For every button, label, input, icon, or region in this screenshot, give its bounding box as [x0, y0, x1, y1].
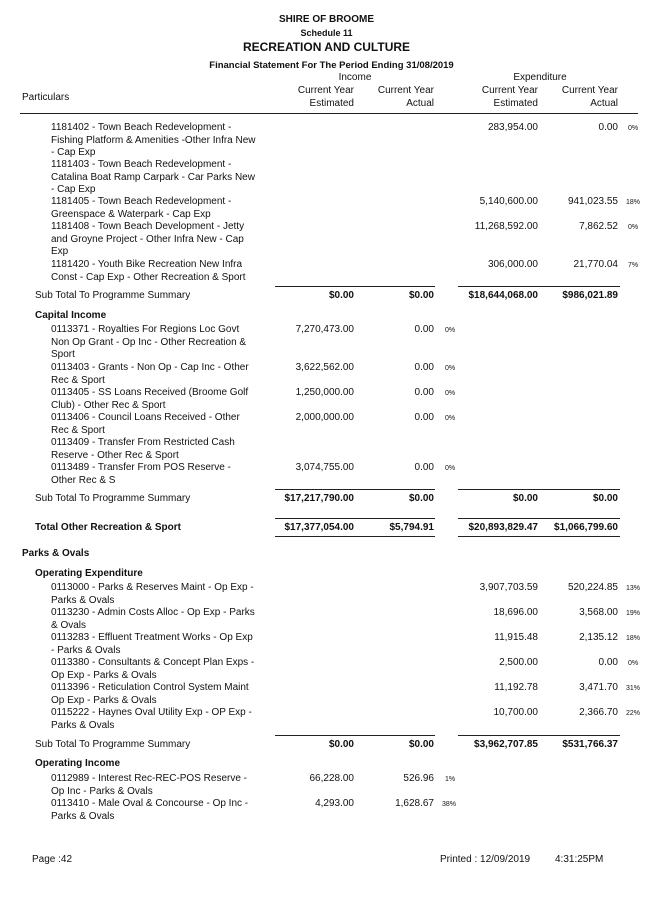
- exp-actual: 520,224.85: [567, 582, 618, 593]
- header-divider: [20, 113, 638, 114]
- total-rule: [458, 518, 620, 519]
- inc-actual: 0.00: [414, 412, 434, 423]
- total-exp-act: $1,066,799.60: [554, 522, 618, 533]
- exp-est-header-2: Estimated: [493, 98, 538, 109]
- exp-act-header-1: Current Year: [561, 85, 618, 96]
- exp-percent: 18%: [626, 199, 641, 206]
- row-description: 1181405 - Town Beach Redevelopment - Greenspace & Waterpark - Cap Exp: [51, 196, 232, 220]
- inc-percent: 38%: [442, 801, 457, 808]
- schedule-label: Schedule 11: [300, 28, 353, 38]
- exp-actual: 0.00: [598, 122, 618, 133]
- report-title: RECREATION AND CULTURE: [242, 40, 411, 54]
- inc-estimated: 1,250,000.00: [295, 387, 354, 398]
- exp-percent: 7%: [628, 262, 639, 269]
- total-label: Total Other Recreation & Sport: [35, 522, 181, 533]
- program-heading: Parks & Ovals: [22, 548, 90, 559]
- exp-estimated: 11,915.48: [494, 632, 538, 643]
- subtotal-exp-est: $3,962,707.85: [474, 739, 538, 750]
- inc-estimated: 3,622,562.00: [295, 362, 354, 373]
- exp-act-header-2: Actual: [590, 98, 618, 109]
- row-description: 0115222 - Haynes Oval Utility Exp - OP Exp - Parks & Ovals: [51, 707, 252, 731]
- exp-estimated: 2,500.00: [499, 657, 538, 668]
- org-name: SHIRE OF BROOME: [278, 14, 374, 25]
- section-heading: Capital Income: [35, 310, 107, 321]
- inc-percent: 0%: [445, 327, 456, 334]
- exp-actual: 941,023.55: [567, 196, 618, 207]
- inc-est-header-1: Current Year: [297, 85, 354, 96]
- row-description: 0113403 - Grants - Non Op - Cap Inc - Other Rec & Sport: [51, 362, 249, 386]
- inc-actual: 0.00: [414, 324, 434, 335]
- income-header: Income: [338, 72, 372, 83]
- inc-estimated: 66,228.00: [309, 773, 354, 784]
- exp-actual: 7,862.52: [579, 221, 618, 232]
- total-underline: [458, 536, 620, 537]
- exp-actual: 0.00: [598, 657, 618, 668]
- inc-act-header-2: Actual: [406, 98, 434, 109]
- inc-actual: 526.96: [403, 773, 434, 784]
- inc-percent: 0%: [445, 365, 456, 372]
- exp-percent: 31%: [626, 685, 641, 692]
- inc-est-header-2: Estimated: [309, 98, 354, 109]
- inc-estimated: 7,270,473.00: [295, 324, 354, 335]
- row-description: 0113371 - Royalties For Regions Loc Govt Non Op Grant - Op Inc - Other Recreation & Sport: [51, 324, 247, 360]
- subtotal-exp-act: $531,766.37: [562, 739, 618, 750]
- exp-percent: 18%: [626, 635, 641, 642]
- subtotal-rule: [275, 286, 435, 287]
- exp-actual: 3,471.70: [579, 682, 618, 693]
- exp-actual: 21,770.04: [573, 259, 618, 270]
- subtotal-label: Sub Total To Programme Summary: [35, 493, 191, 504]
- row-description: 0113283 - Effluent Treatment Works - Op Exp - Parks & Ovals: [51, 632, 253, 656]
- report-subtitle: Financial Statement For The Period Ending 31/08/2019: [209, 60, 454, 71]
- exp-percent: 0%: [628, 224, 639, 231]
- row-description: 1181403 - Town Beach Redevelopment - Catalina Boat Ramp Carpark - Car Parks New - Cap Exp: [51, 159, 255, 195]
- total-underline: [275, 536, 435, 537]
- exp-percent: 0%: [628, 660, 639, 667]
- inc-estimated: 4,293.00: [315, 798, 354, 809]
- subtotal-label: Sub Total To Programme Summary: [35, 739, 191, 750]
- inc-estimated: 3,074,755.00: [295, 462, 354, 473]
- total-inc-act: $5,794.91: [389, 522, 434, 533]
- row-description: 0113396 - Reticulation Control System Maint Op Exp - Parks & Ovals: [51, 682, 249, 706]
- inc-actual: 0.00: [414, 387, 434, 398]
- exp-estimated: 5,140,600.00: [479, 196, 538, 207]
- inc-actual: 1,628.67: [395, 798, 434, 809]
- exp-estimated: 306,000.00: [487, 259, 538, 270]
- subtotal-rule: [275, 489, 435, 490]
- row-description: 0113409 - Transfer From Restricted Cash Reserve - Other Rec & Sport: [51, 437, 235, 461]
- subtotal-rule: [458, 735, 620, 736]
- printed-date: Printed : 12/09/2019: [440, 854, 531, 865]
- exp-percent: 19%: [626, 610, 641, 617]
- exp-estimated: 3,907,703.59: [479, 582, 538, 593]
- inc-actual: 0.00: [414, 362, 434, 373]
- subtotal-label: Sub Total To Programme Summary: [35, 290, 191, 301]
- subtotal-rule: [275, 735, 435, 736]
- row-description: 0113230 - Admin Costs Alloc - Op Exp - Parks & Ovals: [51, 607, 255, 631]
- inc-act-header-1: Current Year: [377, 85, 434, 96]
- exp-percent: 0%: [628, 125, 639, 132]
- row-description: 1181408 - Town Beach Development - Jetty and Groyne Project - Other Infra New - Cap Exp: [51, 221, 245, 257]
- expenditure-header: Expenditure: [513, 72, 567, 83]
- subtotal-inc-est: $0.00: [328, 290, 354, 301]
- subtotal-inc-act: $0.00: [408, 739, 434, 750]
- exp-actual: 3,568.00: [579, 607, 618, 618]
- exp-estimated: 11,192.78: [494, 682, 538, 693]
- total-exp-est: $20,893,829.47: [468, 522, 538, 533]
- exp-percent: 22%: [626, 710, 641, 717]
- total-inc-est: $17,377,054.00: [284, 522, 354, 533]
- exp-estimated: 11,268,592.00: [474, 221, 538, 232]
- row-description: 0112989 - Interest Rec-REC-POS Reserve - Op Inc - Parks & Ovals: [51, 773, 248, 797]
- subtotal-inc-act: $0.00: [408, 493, 434, 504]
- section-heading: Operating Income: [35, 758, 121, 769]
- exp-est-header-1: Current Year: [481, 85, 538, 96]
- inc-actual: 0.00: [414, 462, 434, 473]
- row-description: 1181402 - Town Beach Redevelopment - Fishing Platform & Amenities -Other Infra New - Cap Exp: [51, 122, 256, 158]
- row-description: 0113380 - Consultants & Concept Plan Exps - Op Exp - Parks & Ovals: [51, 657, 255, 681]
- row-description: 0113406 - Council Loans Received - Other Rec & Sport: [51, 412, 240, 436]
- exp-percent: 13%: [626, 585, 641, 592]
- particulars-header: Particulars: [22, 92, 70, 103]
- total-rule: [275, 518, 435, 519]
- page-number: Page :42: [32, 854, 73, 865]
- subtotal-exp-est: $18,644,068.00: [468, 290, 538, 301]
- inc-percent: 0%: [445, 390, 456, 397]
- subtotal-exp-est: $0.00: [512, 493, 538, 504]
- section-heading: Operating Expenditure: [35, 568, 143, 579]
- subtotal-rule: [458, 286, 620, 287]
- subtotal-inc-est: $0.00: [328, 739, 354, 750]
- subtotal-exp-act: $986,021.89: [562, 290, 618, 301]
- exp-actual: 2,366.70: [579, 707, 618, 718]
- subtotal-inc-act: $0.00: [408, 290, 434, 301]
- row-description: 0113000 - Parks & Reserves Maint - Op Exp - Parks & Ovals: [51, 582, 254, 606]
- inc-percent: 0%: [445, 415, 456, 422]
- exp-estimated: 18,696.00: [493, 607, 538, 618]
- row-description: 0113405 - SS Loans Received (Broome Golf Club) - Other Rec & Sport: [51, 387, 249, 411]
- subtotal-inc-est: $17,217,790.00: [284, 493, 354, 504]
- row-description: 1181420 - Youth Bike Recreation New Infra Const - Cap Exp - Other Recreation & Sport: [51, 259, 246, 283]
- inc-estimated: 2,000,000.00: [295, 412, 354, 423]
- subtotal-rule: [458, 489, 620, 490]
- printed-time: 4:31:25PM: [555, 854, 604, 865]
- exp-estimated: 283,954.00: [487, 122, 538, 133]
- exp-estimated: 10,700.00: [493, 707, 538, 718]
- row-description: 0113410 - Male Oval & Concourse - Op Inc - Parks & Ovals: [51, 798, 249, 822]
- subtotal-exp-act: $0.00: [592, 493, 618, 504]
- inc-percent: 0%: [445, 465, 456, 472]
- row-description: 0113489 - Transfer From POS Reserve - Other Rec & S: [51, 462, 231, 486]
- exp-actual: 2,135.12: [579, 632, 618, 643]
- inc-percent: 1%: [445, 776, 456, 783]
